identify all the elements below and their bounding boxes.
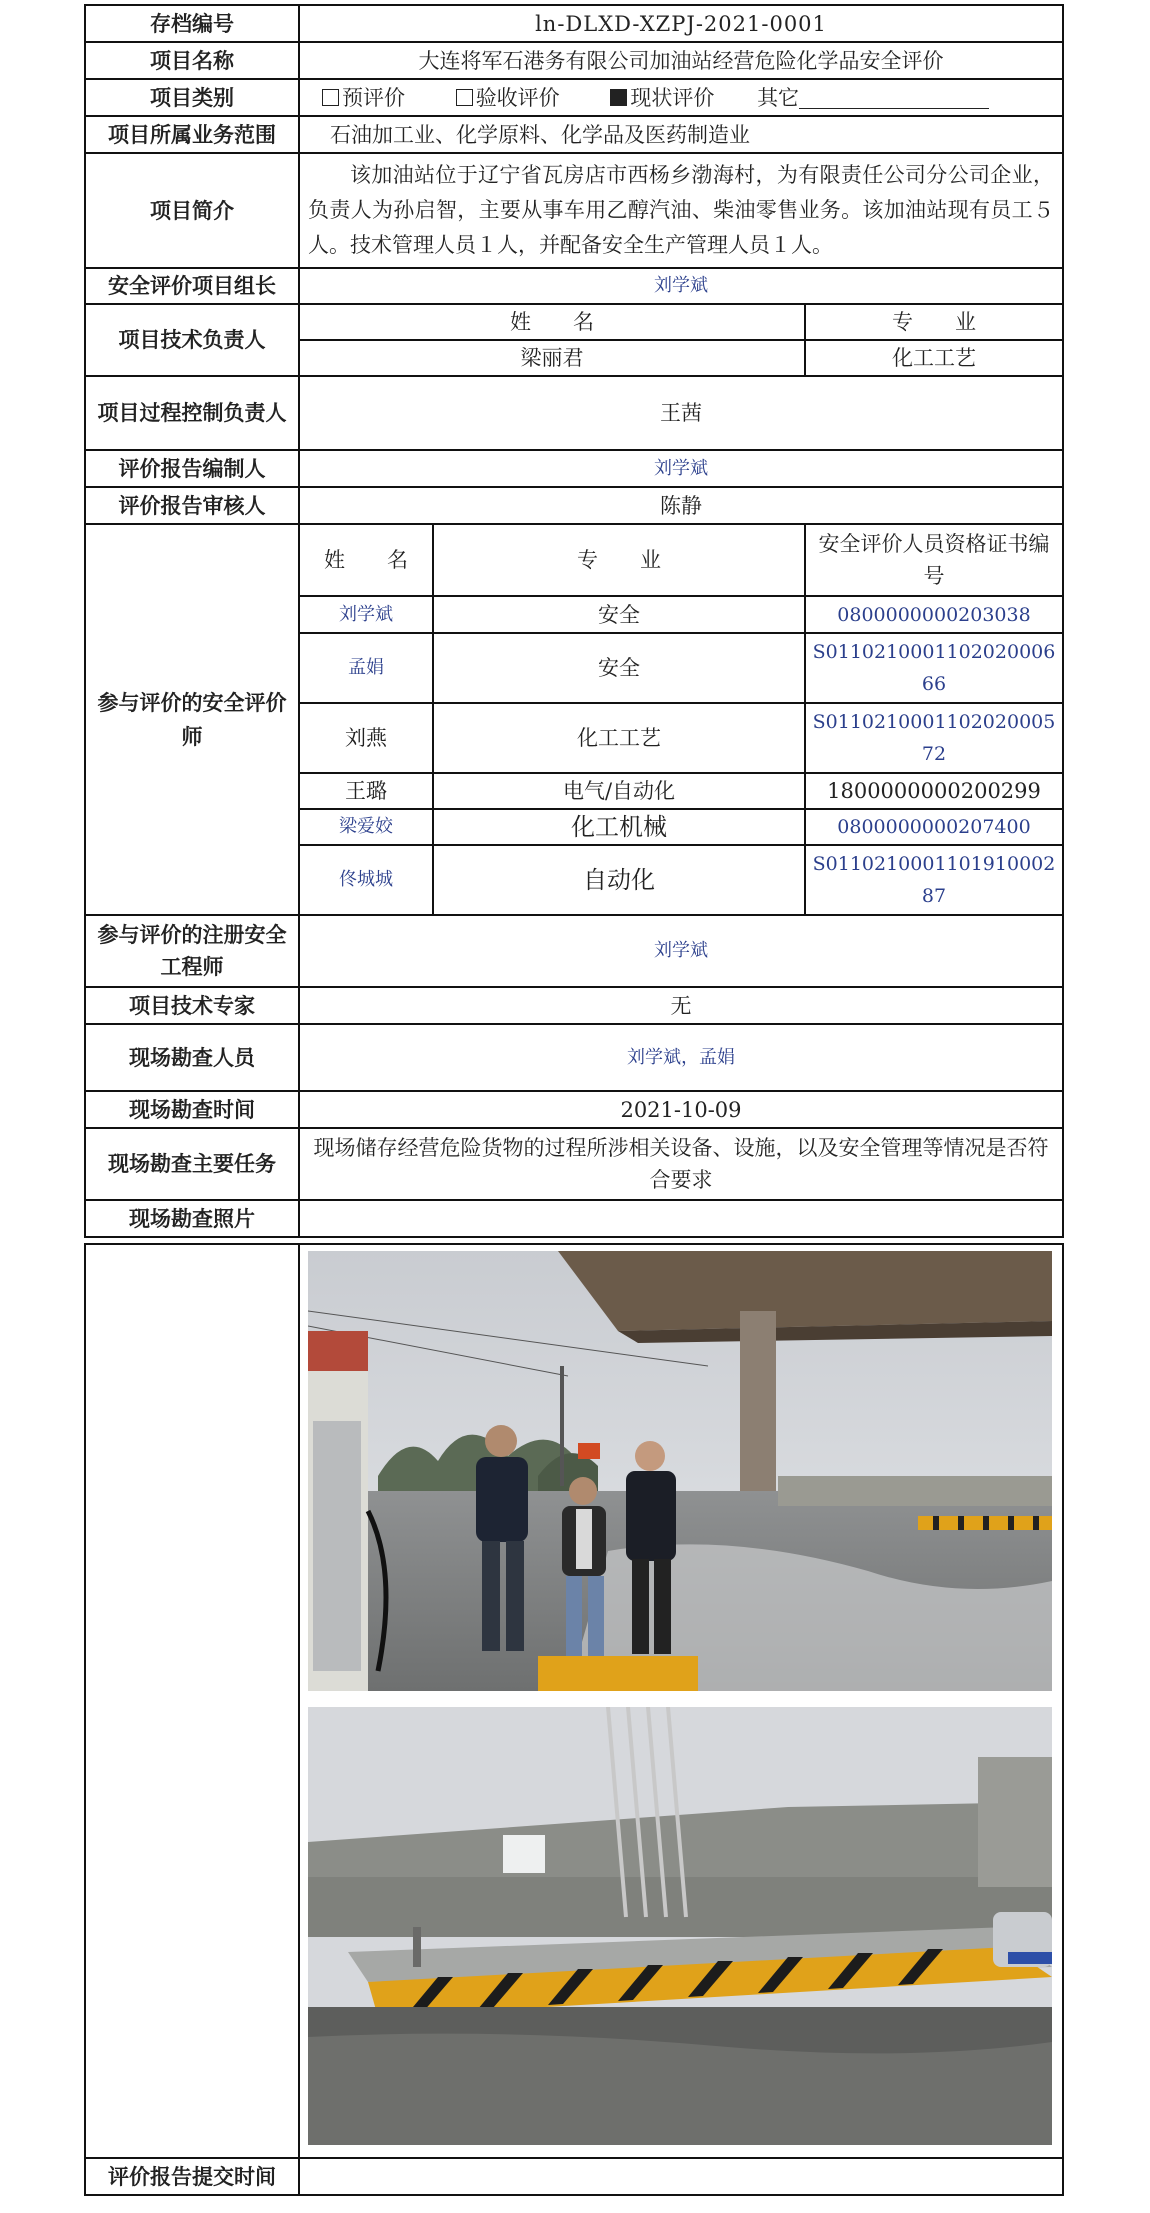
assessor-major: 安全 xyxy=(433,596,805,633)
assessor-name: 刘学斌 xyxy=(299,596,433,633)
assessors-major-header: 专 业 xyxy=(433,524,805,596)
assessors-label: 参与评价的安全评价师 xyxy=(85,524,299,915)
photo-gas-station-image xyxy=(308,1251,1052,1691)
registered-engineer-label: 参与评价的注册安全工程师 xyxy=(85,915,299,987)
tech-expert-label: 项目技术专家 xyxy=(85,987,299,1024)
team-leader-signature: 刘学斌 xyxy=(299,268,1063,304)
assessors-name-header: 姓 名 xyxy=(299,524,433,596)
site-task-value: 现场储存经营危险货物的过程所涉相关设备、设施，以及安全管理等情况是否符合要求 xyxy=(299,1128,1063,1200)
assessor-major: 安全 xyxy=(433,633,805,703)
assessor-major: 化工工艺 xyxy=(433,703,805,773)
summary-label: 项目简介 xyxy=(85,153,299,268)
project-name-label: 项目名称 xyxy=(85,42,299,79)
report-author-label: 评价报告编制人 xyxy=(85,450,299,487)
site-photo-gas-station xyxy=(308,1251,1052,1691)
submit-time-value xyxy=(299,2158,1063,2195)
site-photos-label: 现场勘查照片 xyxy=(85,1200,299,1237)
option-other-text: 其它 xyxy=(757,85,800,110)
assessor-major: 电气/自动化 xyxy=(433,773,805,809)
option-acceptance-eval xyxy=(456,86,560,110)
checkbox-acceptance-eval xyxy=(456,89,473,106)
assessor-name: 梁爱姣 xyxy=(299,809,433,845)
assessor-cert: 0800000000207400 xyxy=(805,809,1063,845)
photo-table xyxy=(84,1243,1062,2196)
site-staff-label: 现场勘查人员 xyxy=(85,1024,299,1091)
site-photos-empty-cell xyxy=(299,1200,1063,1237)
project-type-options xyxy=(299,79,1063,116)
registered-engineer-signature: 刘学斌 xyxy=(299,915,1063,987)
process-lead-value: 王茜 xyxy=(299,376,1063,450)
submit-time-label: 评价报告提交时间 xyxy=(85,2158,299,2195)
site-photo-tank-area xyxy=(308,1707,1052,2145)
tech-lead-name: 梁丽君 xyxy=(299,340,805,376)
tech-lead-label: 项目技术负责人 xyxy=(85,304,299,376)
tech-lead-major: 化工工艺 xyxy=(805,340,1063,376)
checkbox-pre-eval xyxy=(322,89,339,106)
checkbox-status-eval-checked xyxy=(610,89,627,106)
photo-label-cell-empty xyxy=(85,1244,299,2158)
assessor-cert: S011021000110202000572 xyxy=(805,703,1063,773)
archive-no-value: ln-DLXD-XZPJ-2021-0001 xyxy=(299,5,1063,42)
other-blank-line xyxy=(799,86,989,109)
tech-lead-name-header: 姓 名 xyxy=(299,304,805,340)
assessor-name: 佟城城 xyxy=(299,845,433,915)
assessor-major: 自动化 xyxy=(433,845,805,915)
assessor-cert: 1800000000200299 xyxy=(805,773,1063,809)
assessor-major: 化工机械 xyxy=(433,809,805,845)
assessor-cert: 0800000000203038 xyxy=(805,596,1063,633)
photo-cell xyxy=(299,1244,1063,2158)
business-scope-value: 石油加工业、化学原料、化学品及医药制造业 xyxy=(299,116,1063,153)
option-status-eval-text: 现状评价 xyxy=(630,85,715,110)
option-status-eval xyxy=(610,86,714,110)
assessor-cert: S011021000110191000287 xyxy=(805,845,1063,915)
option-other xyxy=(757,86,989,110)
project-name-value: 大连将军石港务有限公司加油站经营危险化学品安全评价 xyxy=(299,42,1063,79)
project-type-label: 项目类别 xyxy=(85,79,299,116)
option-pre-eval-text: 预评价 xyxy=(342,85,405,110)
site-date-value: 2021-10-09 xyxy=(299,1091,1063,1128)
team-leader-label: 安全评价项目组长 xyxy=(85,268,299,304)
site-staff-signature: 刘学斌，孟娟 xyxy=(299,1024,1063,1091)
assessor-name: 刘燕 xyxy=(299,703,433,773)
option-pre-eval xyxy=(322,86,405,110)
report-reviewer-label: 评价报告审核人 xyxy=(85,487,299,524)
assessor-name: 王璐 xyxy=(299,773,433,809)
business-scope-label: 项目所属业务范围 xyxy=(85,116,299,153)
tech-expert-value: 无 xyxy=(299,987,1063,1024)
report-reviewer-value: 陈静 xyxy=(299,487,1063,524)
process-lead-label: 项目过程控制负责人 xyxy=(85,376,299,450)
option-acceptance-eval-text: 验收评价 xyxy=(475,85,560,110)
assessor-cert: S011021000110202000666 xyxy=(805,633,1063,703)
assessor-name: 孟娟 xyxy=(299,633,433,703)
archive-no-label: 存档编号 xyxy=(85,5,299,42)
assessors-cert-header: 安全评价人员资格证书编号 xyxy=(805,524,1063,596)
summary-value: 该加油站位于辽宁省瓦房店市西杨乡渤海村，为有限责任公司分公司企业，负责人为孙启智，主要从事车用乙醇汽油、柴油零售业务。该加油站现有员工５人。技术管理人员１人，并配备安全生产管理人员１人。 xyxy=(299,153,1063,268)
info-table xyxy=(84,4,1062,1238)
photo-tank-area-image xyxy=(308,1707,1052,2145)
site-task-label: 现场勘查主要任务 xyxy=(85,1128,299,1200)
tech-lead-major-header: 专 业 xyxy=(805,304,1063,340)
site-date-label: 现场勘查时间 xyxy=(85,1091,299,1128)
report-author-signature: 刘学斌 xyxy=(299,450,1063,487)
